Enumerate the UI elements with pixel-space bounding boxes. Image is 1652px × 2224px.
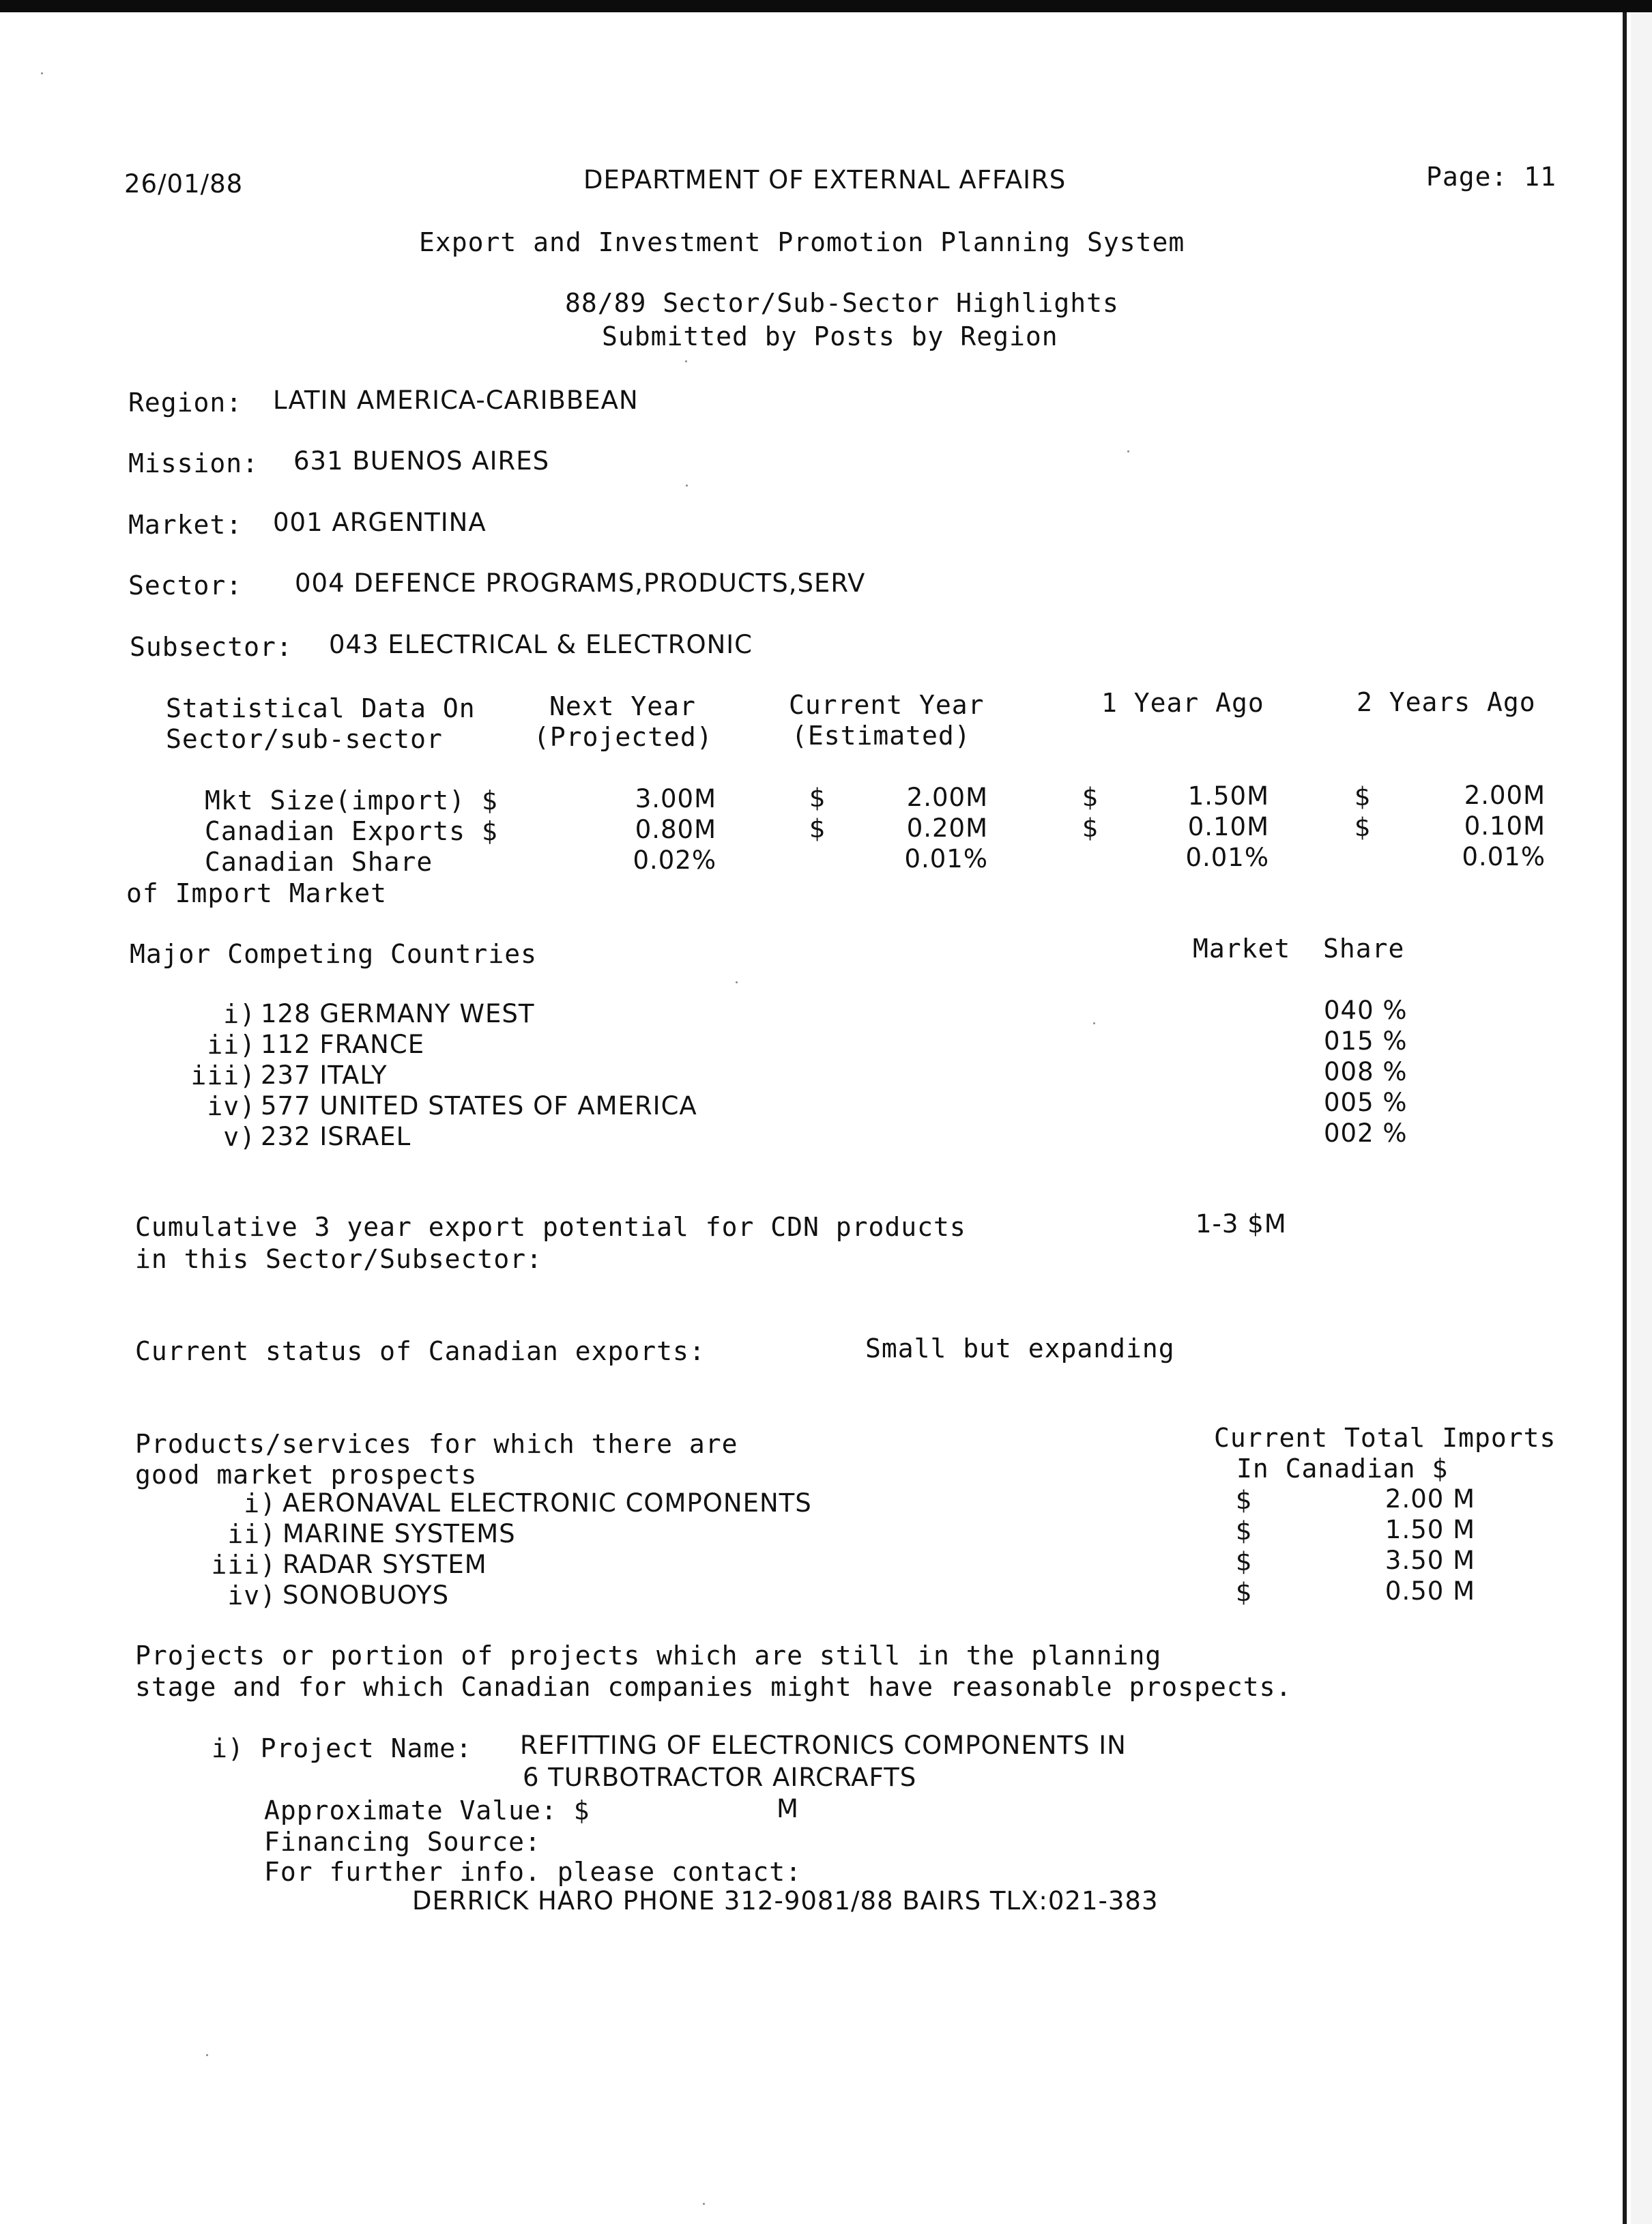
scan-right-margin [1631, 12, 1652, 2224]
currency: $ [1236, 1486, 1253, 1515]
scan-speck [703, 2203, 705, 2205]
competitor-country: 112 FRANCE [261, 1030, 425, 1059]
value-current-year: 0.20M [906, 813, 988, 843]
competitor-share: 040 % [1324, 996, 1408, 1025]
project-name-line-2: 6 TURBOTRACTOR AIRCRAFTS [523, 1763, 917, 1792]
product-index: iii) [211, 1550, 276, 1580]
value-2-years-ago: 2.00M [1464, 781, 1546, 810]
product-name: AERONAVAL ELECTRONIC COMPONENTS [282, 1488, 812, 1518]
approx-value-unit: M [777, 1794, 799, 1823]
report-date: 26/01/88 [124, 169, 244, 199]
competitor-index: iii) [190, 1060, 256, 1091]
subsector-label: Subsector: [130, 632, 293, 662]
value-current-year: 2.00M [906, 783, 988, 812]
region-label: Region: [128, 388, 243, 418]
scan-speck [685, 360, 687, 362]
scan-top-border [0, 0, 1652, 12]
product-imports: 2.00 M [1385, 1484, 1475, 1514]
competitor-country: 577 UNITED STATES OF AMERICA [261, 1091, 697, 1121]
product-name: RADAR SYSTEM [282, 1550, 487, 1579]
product-name: MARINE SYSTEMS [282, 1519, 516, 1548]
scan-speck [206, 2054, 208, 2056]
subsector-value: 043 ELECTRICAL & ELECTRONIC [329, 630, 753, 659]
mission-value: 631 BUENOS AIRES [293, 446, 550, 476]
competitor-index: iv) [207, 1091, 256, 1121]
scan-speck [41, 72, 43, 74]
status-label: Current status of Canadian exports: [135, 1336, 706, 1366]
market-label: Market: [128, 510, 243, 540]
currency: $ [1082, 813, 1099, 843]
value-2-years-ago: 0.10M [1464, 811, 1546, 841]
scan-right-border [1623, 12, 1627, 2224]
competitor-index: i) [223, 999, 256, 1029]
currency: $ [1236, 1578, 1253, 1607]
value-next-year: 0.02% [633, 846, 716, 875]
scan-speck [686, 485, 688, 487]
potential-value: 1-3 $M [1195, 1209, 1287, 1239]
col-current-year: Current Year [789, 690, 985, 720]
row-label: Canadian Share [205, 847, 433, 877]
sector-label: Sector: [128, 571, 243, 601]
col-next-year-sub: (Projected) [534, 722, 713, 752]
value-next-year: 0.80M [635, 815, 716, 844]
currency: $ [809, 783, 826, 813]
projects-line-1: Projects or portion of projects which are still in the planning [135, 1641, 1162, 1671]
value-current-year: 0.01% [904, 844, 988, 873]
product-index: iv) [227, 1580, 276, 1611]
potential-line-1: Cumulative 3 year export potential for CDN products [135, 1212, 966, 1242]
projects-line-2: stage and for which Canadian companies might have reasonable prospects. [135, 1672, 1292, 1702]
project-name-line-1: REFITTING OF ELECTRONICS COMPONENTS IN [520, 1731, 1127, 1760]
value-2-years-ago: 0.01% [1462, 842, 1546, 871]
highlights-title: 88/89 Sector/Sub-Sector Highlights [565, 288, 1119, 318]
product-imports: 0.50 M [1385, 1576, 1475, 1606]
product-index: i) [244, 1488, 276, 1518]
value-1-year-ago: 0.01% [1185, 843, 1269, 872]
competitor-country: 237 ITALY [261, 1060, 388, 1090]
product-index: ii) [227, 1519, 276, 1549]
region-value: LATIN AMERICA-CARIBBEAN [273, 386, 639, 415]
currency: $ [1354, 813, 1372, 842]
stats-header-label-2: Sector/sub-sector [166, 724, 443, 754]
system-title: Export and Investment Promotion Planning System [419, 227, 1185, 257]
currency: $ [1236, 1547, 1253, 1576]
product-imports: 3.50 M [1385, 1546, 1475, 1575]
col-1-year-ago: 1 Year Ago [1101, 688, 1264, 718]
contact-label: For further info. please contact: [264, 1857, 802, 1887]
approx-value-label: Approximate Value: $ [264, 1795, 590, 1825]
competitor-share: 008 % [1324, 1057, 1408, 1086]
competitor-share: 015 % [1324, 1026, 1408, 1056]
contact-details: DERRICK HARO PHONE 312-9081/88 BAIRS TLX:021-383 [412, 1886, 1159, 1916]
row-label: Canadian Exports $ [205, 816, 498, 846]
scan-speck [1127, 450, 1129, 452]
market-share-header: Market Share [1193, 934, 1405, 964]
product-imports: 1.50 M [1385, 1515, 1475, 1544]
currency: $ [1354, 782, 1372, 811]
product-name: SONOBUOYS [282, 1580, 450, 1610]
page-number: Page: 11 [1426, 162, 1557, 192]
products-line-2: good market prospects [135, 1460, 478, 1490]
competitor-country: 232 ISRAEL [261, 1122, 411, 1151]
col-next-year: Next Year [549, 691, 696, 721]
competitors-title: Major Competing Countries [130, 939, 537, 969]
project-name-label: i) Project Name: [212, 1733, 473, 1763]
currency: $ [1082, 783, 1099, 812]
share-suffix: of Import Market [126, 878, 388, 908]
col-current-year-sub: (Estimated) [792, 721, 971, 751]
row-label: Mkt Size(import) $ [205, 785, 498, 815]
financing-source-label: Financing Source: [264, 1827, 541, 1857]
sector-value: 004 DEFENCE PROGRAMS,PRODUCTS,SERV [295, 568, 866, 598]
scan-speck [736, 981, 738, 983]
scan-speck [1093, 1022, 1095, 1024]
competitor-country: 128 GERMANY WEST [261, 999, 535, 1028]
competitor-index: ii) [207, 1030, 256, 1060]
competitor-share: 005 % [1324, 1088, 1408, 1117]
currency: $ [1236, 1516, 1253, 1546]
market-value: 001 ARGENTINA [273, 508, 487, 537]
imports-header-2: In Canadian $ [1236, 1454, 1449, 1484]
status-value: Small but expanding [865, 1333, 1175, 1363]
competitor-share: 002 % [1324, 1118, 1408, 1148]
currency: $ [809, 814, 826, 843]
products-line-1: Products/services for which there are [135, 1429, 738, 1459]
value-next-year: 3.00M [635, 784, 716, 813]
imports-header-1: Current Total Imports [1214, 1423, 1556, 1453]
competitor-index: v) [223, 1122, 256, 1152]
submitted-subtitle: Submitted by Posts by Region [602, 321, 1058, 351]
stats-header-label-1: Statistical Data On [166, 693, 476, 723]
potential-line-2: in this Sector/Subsector: [135, 1244, 542, 1274]
department-title: DEPARTMENT OF EXTERNAL AFFAIRS [583, 165, 1067, 194]
col-2-years-ago: 2 Years Ago [1357, 687, 1536, 717]
value-1-year-ago: 1.50M [1187, 781, 1269, 811]
mission-label: Mission: [128, 448, 259, 478]
value-1-year-ago: 0.10M [1187, 812, 1269, 841]
